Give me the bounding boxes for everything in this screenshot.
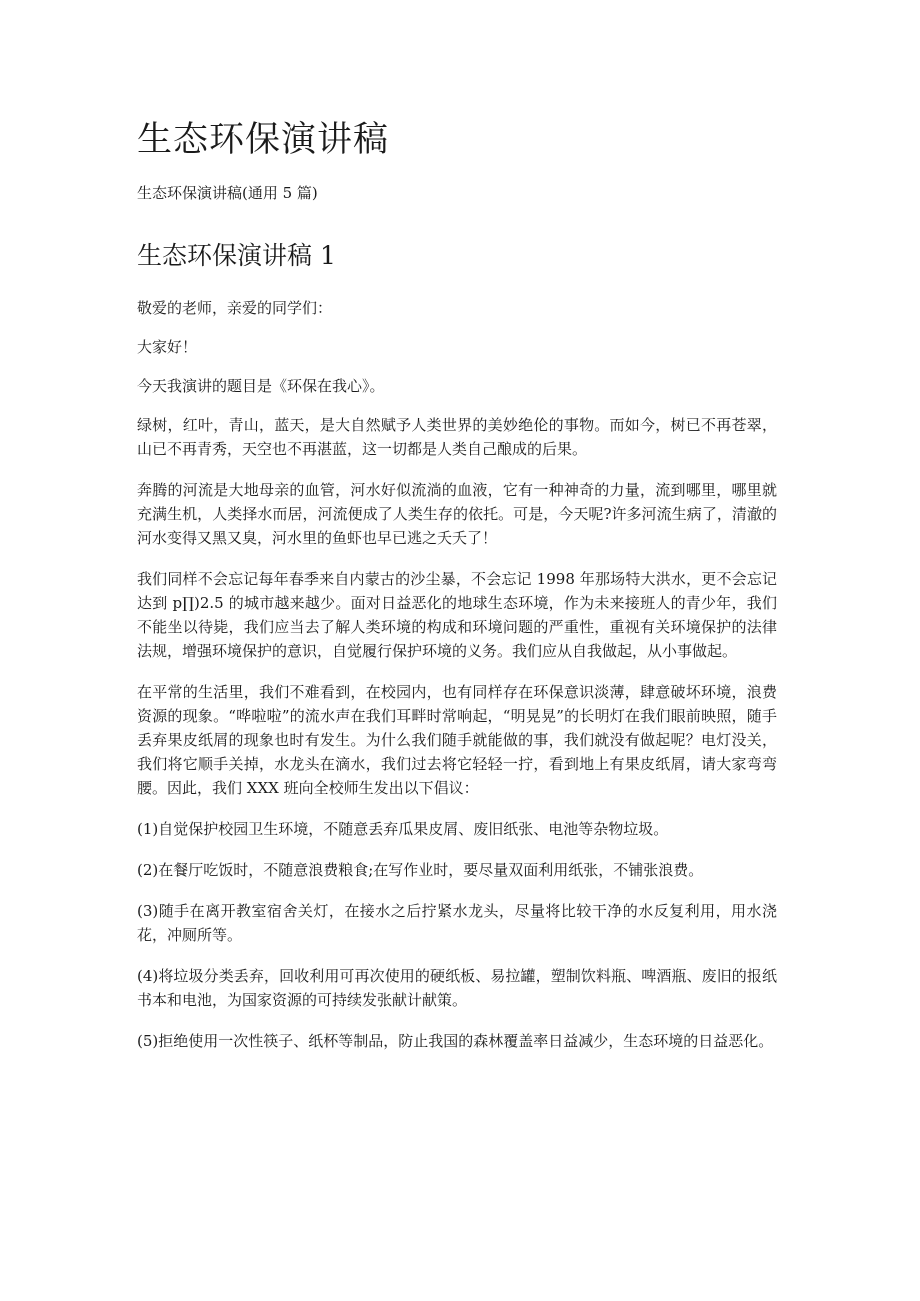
proposal-item-2: (2)在餐厅吃饭时，不随意浪费粮食;在写作业时，要尽量双面利用纸张，不铺张浪费。 — [137, 861, 704, 879]
paragraph-rivers: 奔腾的河流是大地母亲的血管，河水好似流淌的血液，它有一种神奇的力量，流到哪里，哪里就充满生机，人类择水而居，河流便成了人类生存的依托。可是，今天呢?许多河流生病了，清澈的河水变得又黑又臭，河水里的鱼虾也早已逃之夭夭了！ — [137, 481, 777, 547]
document-title: 生态环保演讲稿 — [137, 120, 390, 160]
paragraph-campus: 在平常的生活里，我们不难看到，在校园内，也有同样存在环保意识淡薄，肆意破坏环境，浪费资源的现象。“哗啦啦”的流水声在我们耳畔时常响起，“明晃晃”的长明灯在我们眼前映照，随手丢弃果皮纸屑的现象也时有发生。为什么我们随手就能做的事，我们就没有做起呢？电灯没关，我们将它顺手关掉，水龙头在滴水，我们过去将它轻轻一拧，看到地上有果皮纸屑，请大家弯弯腰。因此，我们 XXX 班向全校师生发出以下倡议： — [137, 683, 777, 797]
greeting: 大家好！ — [137, 338, 198, 356]
proposal-item-5: (5)拒绝使用一次性筷子、纸杯等制品，防止我国的森林覆盖率日益减少，生态环境的日益恶化。 — [137, 1032, 774, 1050]
speech-body — [137, 296, 777, 1070]
proposal-item-3: (3)随手在离开教室宿舍关灯，在接水之后拧紧水龙头，尽量将比较干净的水反复利用，用水浇花，冲厕所等。 — [137, 902, 777, 944]
proposal-item-1: (1)自觉保护校园卫生环境，不随意丢弃瓜果皮屑、废旧纸张、电池等杂物垃圾。 — [137, 820, 669, 838]
salutation: 敬爱的老师，亲爱的同学们： — [137, 299, 333, 317]
speech-topic: 今天我演讲的题目是《环保在我心》。 — [137, 377, 385, 395]
section-heading: 生态环保演讲稿 1 — [137, 241, 336, 270]
paragraph-nature: 绿树，红叶，青山，蓝天，是大自然赋予人类世界的美妙绝伦的事物。而如今，树已不再苍翠，山已不再青秀，天空也不再湛蓝，这一切都是人类自己酿成的后果。 — [137, 416, 777, 458]
document-subtitle: 生态环保演讲稿(通用 5 篇) — [137, 184, 318, 202]
paragraph-disasters: 我们同样不会忘记每年春季来自内蒙古的沙尘暴，不会忘记 1998 年那场特大洪水，更不会忘记达到 p∏)2.5 的城市越来越少。面对日益恶化的地球生态环境，作为未来接班人的青少年，我们不能坐以待毙，我们应当去了解人类环境的构成和环境问题的严重性，重视有关环境保护的法律法规，增强环境保护的意识，自觉履行保护环境的义务。我们应从自我做起，从小事做起。 — [137, 570, 777, 660]
proposal-item-4: (4)将垃圾分类丢弃，回收利用可再次使用的硬纸板、易拉罐，塑制饮料瓶、啤酒瓶、废旧的报纸书本和电池，为国家资源的可持续发张献计献策。 — [137, 967, 777, 1009]
